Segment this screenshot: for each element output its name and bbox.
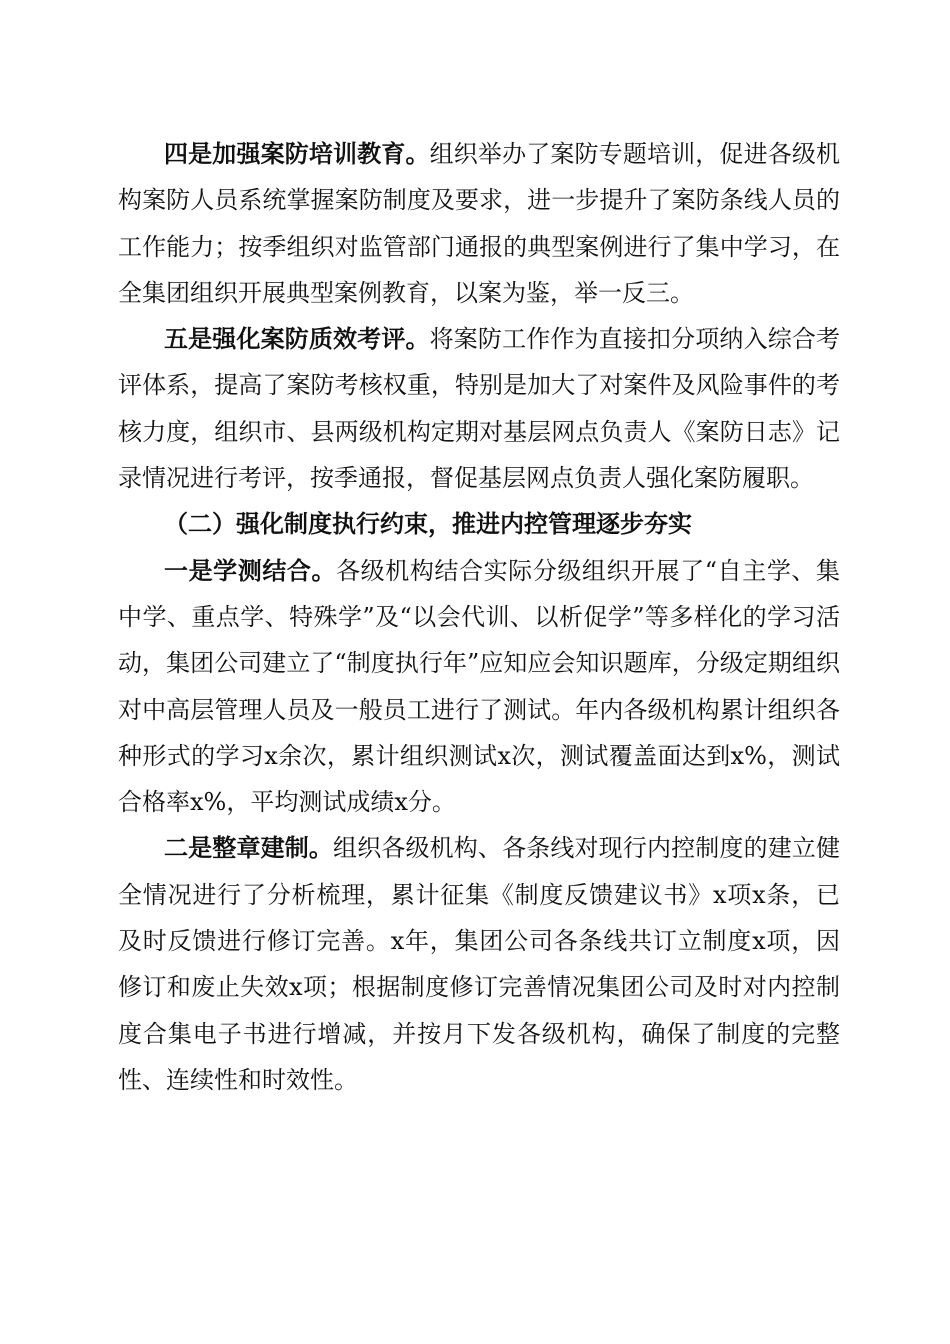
- paragraph-rules-system: [118, 825, 840, 1103]
- paragraph-lead: 一是学测结合。: [164, 555, 337, 585]
- section-heading: （二）强化制度执行约束，推进内控管理逐步夯实: [164, 509, 692, 539]
- paragraph-learning-testing: [118, 548, 840, 826]
- paragraph-body: 组织举办了案防专题培训，促进各级机构案防人员系统掌握案防制度及要求，进一步提升了案防条线人员的工作能力；按季组织对监管部门通报的典型案例进行了集中学习，在全集团组织开展典型案例教育，以案为鉴，举一反三。: [118, 140, 841, 307]
- paragraph-case-prevention-evaluation: [118, 316, 840, 501]
- paragraph-body: 将案防工作作为直接扣分项纳入综合考评体系，提高了案防考核权重，特别是加大了对案件及风险事件的考核力度，组织市、县两级机构定期对基层网点负责人《案防日志》记录情况进行考评，按季通报，督促基层网点负责人强化案防履职。: [118, 325, 841, 493]
- paragraph-body: 组织各级机构、各条线对现行内控制度的建立健全情况进行了分析梳理，累计征集《制度反馈建议书》x项x条，已及时反馈进行修订完善。x年，集团公司各条线共订立制度x项，因修订和废止失效x项；根据制度修订完善情况集团公司及时对内控制度合集电子书进行增减，并按月下发各级机构，确保了制度的完整性、连续性和时效性。: [118, 834, 841, 1094]
- paragraph-case-prevention-training: [118, 131, 840, 316]
- paragraph-lead: 四是加强案防培训教育。: [164, 139, 430, 168]
- paragraph-lead: 五是强化案防质效考评。: [164, 324, 430, 354]
- document-page: [118, 131, 840, 1103]
- paragraph-body: 各级机构结合实际分级组织开展了“自主学、集中学、重点学、特殊学”及“以会代训、以析促学”等多样化的学习活动，集团公司建立了“制度执行年”应知应会知识题库，分级定期组织对中高层管理人员及一般员工进行了测试。年内各级机构累计组织各种形式的学习x余次，累计组织测试x次，测试覆盖面达到x%，测试合格率x%，平均测试成绩x分。: [118, 556, 840, 817]
- paragraph-lead: 二是整章建制。: [164, 833, 334, 863]
